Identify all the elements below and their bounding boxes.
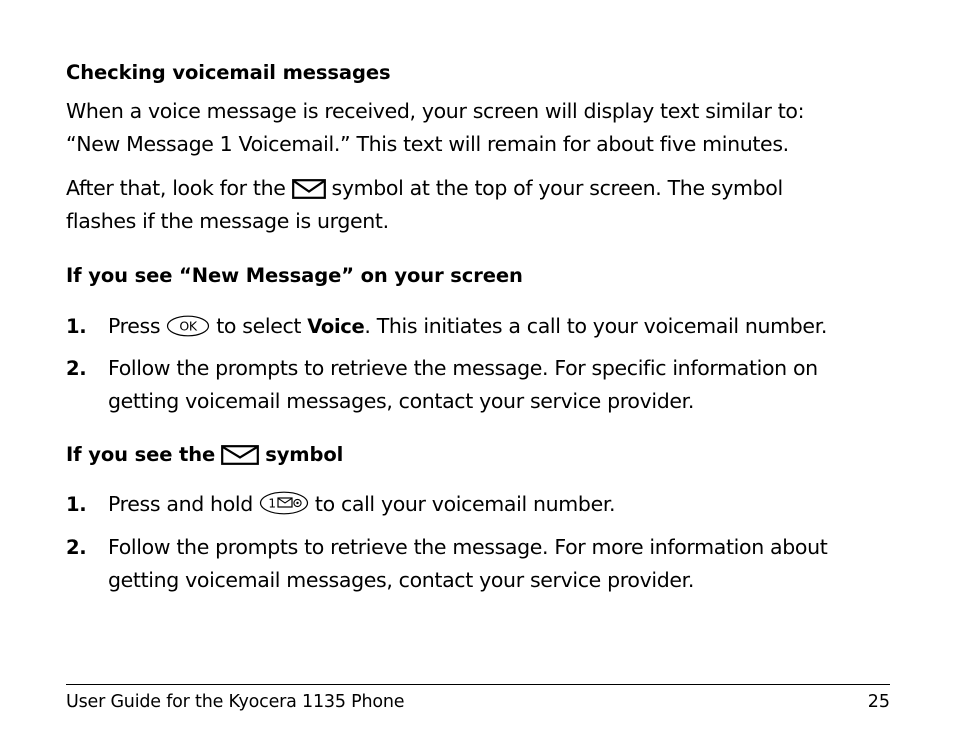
step-number: 2. (66, 536, 87, 559)
envelope-icon (221, 445, 259, 465)
step-text: Follow the prompts to retrieve the message. For specific information on getting voicemail messages, contact your service provider. (108, 356, 818, 413)
step-number: 2. (66, 357, 87, 380)
step-text: Press and hold 1 to call your voicemail number. (108, 492, 616, 516)
paragraph-line: “New Message 1 Voicemail.” This text will remain for about five minutes. (66, 132, 789, 156)
step-number: 1. (66, 315, 87, 338)
ok-key-icon (166, 315, 210, 337)
step-text: Follow the prompts to retrieve the message. For more information about getting voicemail messages, contact your service provider. (108, 535, 828, 592)
step-number: 1. (66, 493, 87, 516)
footer-divider (66, 684, 890, 685)
text-before-icon: After that, look for the (66, 176, 286, 200)
page-number: 25 (867, 692, 890, 712)
voicemail-key-icon (259, 491, 309, 515)
paragraph-line: flashes if the message is urgent. (66, 209, 389, 233)
paragraph-line (66, 172, 783, 205)
svg-text:1: 1 (268, 496, 276, 511)
section-heading-symbol: If you see the symbol (66, 443, 344, 466)
paragraph-line: When a voice message is received, your screen will display text similar to: (66, 99, 805, 123)
envelope-icon (292, 179, 326, 199)
svg-text:OK: OK (179, 318, 197, 334)
text-after-icon: symbol at the top of your screen. The symbol (331, 176, 783, 200)
step-text: Press OK to select Voice. This initiates a call to your voicemail number. (108, 314, 828, 338)
footer-title: User Guide for the Kyocera 1135 Phone (66, 692, 405, 712)
section-heading-checking-voicemail: Checking voicemail messages (66, 61, 391, 84)
section-heading-new-message: If you see “New Message” on your screen (66, 264, 523, 287)
